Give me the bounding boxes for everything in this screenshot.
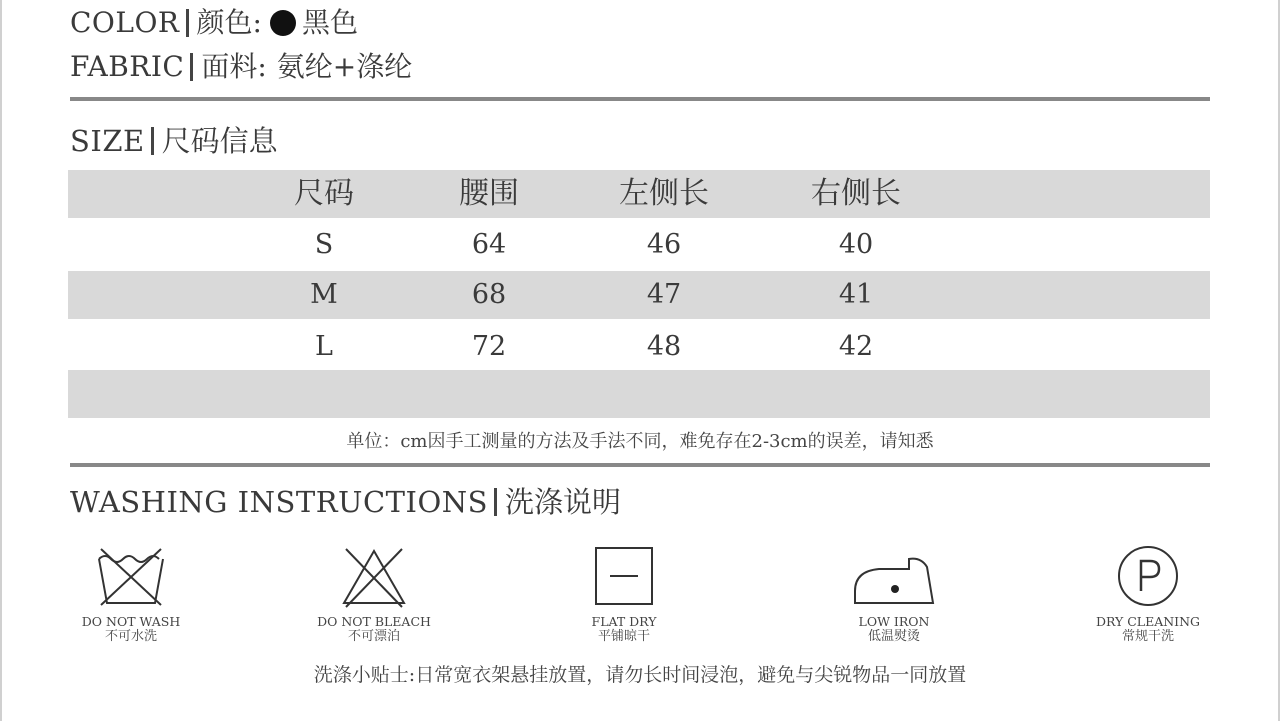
- header-right-length: 右侧长: [811, 176, 901, 211]
- cell-size: L: [315, 331, 333, 362]
- care-do-not-bleach: [289, 545, 459, 645]
- color-label-en: COLOR: [70, 6, 180, 39]
- fabric-spec: [70, 50, 412, 84]
- color-value: 黑色: [301, 6, 358, 39]
- separator-bar: [186, 9, 189, 37]
- divider: [70, 97, 1210, 101]
- table-row: [68, 323, 1210, 371]
- cell-waist: 64: [471, 229, 507, 260]
- left-border-line: [0, 0, 2, 721]
- care-low-iron: [809, 545, 979, 645]
- size-title-en: SIZE: [70, 124, 145, 158]
- low-iron-icon: [851, 545, 937, 609]
- care-label-en: DO NOT BLEACH: [317, 614, 431, 629]
- care-label-en: DRY CLEANING: [1095, 614, 1201, 629]
- washing-tip: 洗涤小贴士:日常宽衣架悬挂放置，请勿长时间浸泡，避免与尖锐物品一同放置: [313, 664, 967, 686]
- size-table-header: [68, 170, 1210, 218]
- care-flat-dry: [539, 545, 709, 645]
- no-bleach-icon: [336, 545, 412, 609]
- washing-title-cn: 洗涤说明: [505, 485, 622, 519]
- care-label-en: LOW IRON: [858, 614, 930, 629]
- cell-right-length: 41: [838, 279, 874, 310]
- divider: [70, 463, 1210, 467]
- washing-title-en: WASHING INSTRUCTIONS: [70, 485, 488, 519]
- separator-bar: [190, 53, 193, 81]
- cell-right-length: 42: [838, 331, 874, 362]
- size-title: [70, 123, 278, 159]
- separator-bar: [151, 127, 154, 155]
- color-swatch: [270, 10, 296, 36]
- fabric-label-en: FABRIC: [70, 50, 185, 83]
- separator-bar: [494, 488, 497, 516]
- cell-left-length: 47: [646, 279, 682, 310]
- care-label-cn: 低温熨烫: [867, 629, 920, 644]
- size-title-cn: 尺码信息: [161, 124, 278, 158]
- cell-waist: 72: [471, 331, 507, 362]
- care-label-cn: 不可漂泊: [347, 629, 400, 644]
- color-label-cn: 颜色:: [196, 6, 262, 39]
- washing-title: [70, 484, 621, 520]
- header-left-length: 左侧长: [619, 176, 709, 211]
- no-wash-icon: [93, 545, 169, 609]
- color-spec: [70, 6, 358, 40]
- care-label-en: DO NOT WASH: [81, 614, 181, 629]
- cell-right-length: 40: [838, 229, 874, 260]
- header-waist: 腰围: [459, 176, 519, 211]
- care-label-cn: 不可水洗: [104, 629, 157, 644]
- table-row-empty: [68, 370, 1210, 418]
- cell-left-length: 46: [646, 229, 682, 260]
- table-row: [68, 221, 1210, 269]
- care-label-cn: 平铺晾干: [597, 629, 650, 644]
- care-do-not-wash: [46, 545, 216, 645]
- cell-waist: 68: [471, 279, 507, 310]
- care-label-en: FLAT DRY: [591, 614, 657, 629]
- cell-size: M: [310, 279, 338, 310]
- table-row: [68, 271, 1210, 319]
- cell-left-length: 48: [646, 331, 682, 362]
- flat-dry-icon: [586, 545, 662, 609]
- fabric-value: 氨纶+涤纶: [276, 50, 413, 83]
- header-size: 尺码: [294, 176, 354, 211]
- care-label-cn: 常规干洗: [1121, 629, 1174, 644]
- dry-cleaning-icon: [1110, 543, 1186, 609]
- cell-size: S: [314, 229, 334, 260]
- measurement-note: 单位：cm因手工测量的方法及手法不同，难免存在2-3cm的误差，请知悉: [346, 431, 934, 452]
- care-dry-cleaning: [1063, 543, 1233, 645]
- fabric-label-cn: 面料:: [201, 50, 267, 83]
